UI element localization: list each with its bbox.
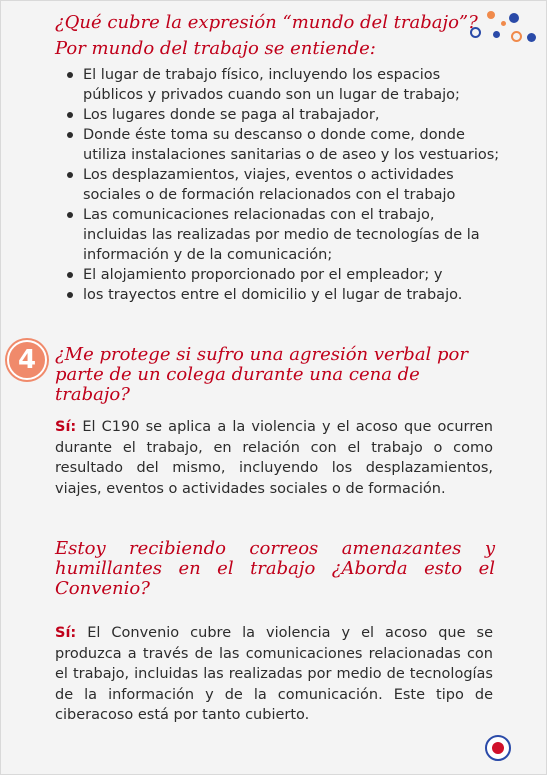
definition-intro: Por mundo del trabajo se entiende: bbox=[55, 38, 376, 59]
list-item: El lugar de trabajo físico, incluyendo los espacios públicos y privados cuando son un lugar de trabajo; bbox=[63, 65, 503, 105]
answer-verbal-aggression bbox=[55, 417, 493, 499]
answer-text: El Convenio cubre la violencia y el acoso que se produzca a través de las comunicaciones relacionadas con el trabajo, incluidas las realizadas por medio de tecnologías de la información y de la comunicación. Este tipo de ciberacoso está por tanto cubierto. bbox=[55, 625, 493, 723]
list-item: Donde éste toma su descanso o donde come, donde utiliza instalaciones sanitarias o de aseo y los vestuarios; bbox=[63, 125, 503, 165]
question-number-badge: 4 bbox=[7, 340, 47, 380]
union-logo-seal-icon bbox=[485, 735, 511, 761]
answer-lead: Sí: bbox=[55, 625, 77, 641]
scope-list bbox=[63, 65, 503, 305]
question-threatening-emails: Estoy recibiendo correos amenazantes y humillantes en el trabajo ¿Aborda esto el Convenio? bbox=[55, 538, 495, 599]
list-item: Las comunicaciones relacionadas con el trabajo, incluidas las realizadas por medio de tecnologías de la información y de la comunicación; bbox=[63, 205, 503, 265]
list-item: los trayectos entre el domicilio y el lugar de trabajo. bbox=[63, 285, 503, 305]
question-mundo-del-trabajo: ¿Qué cubre la expresión “mundo del trabajo”? bbox=[55, 12, 478, 33]
answer-threatening-emails bbox=[55, 623, 493, 726]
list-item: El alojamiento proporcionado por el empleador; y bbox=[63, 265, 503, 285]
list-item: Los lugares donde se paga al trabajador, bbox=[63, 105, 503, 125]
list-item: Los desplazamientos, viajes, eventos o actividades sociales o de formación relacionados con el trabajo bbox=[63, 165, 503, 205]
answer-lead: Sí: bbox=[55, 419, 77, 435]
question-verbal-aggression: ¿Me protege si sufro una agresión verbal por parte de un colega durante una cena de trabajo? bbox=[55, 344, 468, 405]
answer-text: El C190 se aplica a la violencia y el acoso que ocurren durante el trabajo, en relación con el trabajo o como resultado del mismo, incluyendo los desplazamientos, viajes, eventos o actividades sociales o de formación. bbox=[55, 419, 493, 497]
